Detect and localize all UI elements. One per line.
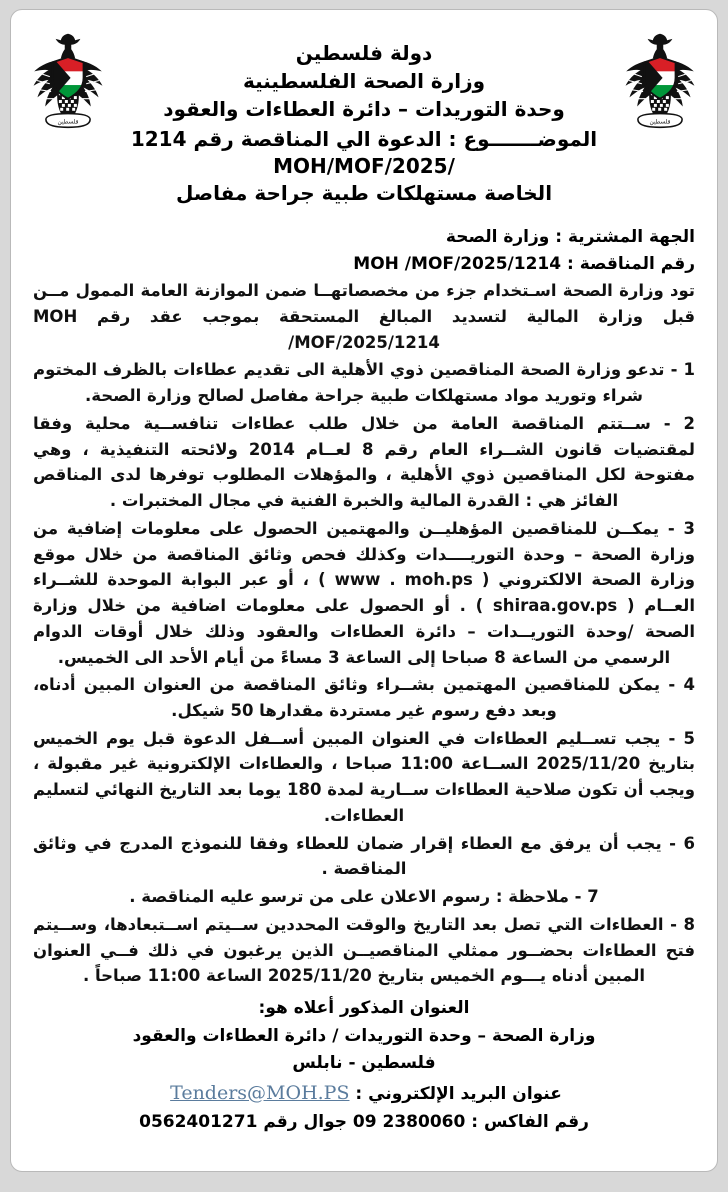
clause-1: 1 - تدعو وزارة الصحة المناقصين ذوي الأهلية الى تقديم عطاءات بالظرف المختوم شراء وتوريد مواد مستهلكات طبية جراحة مفاصل لصالح وزارة الصحة.: [33, 360, 695, 406]
ministry-titles: [25, 26, 703, 122]
address-heading: العنوان المذكور أعلاه هو:: [258, 998, 470, 1019]
clause-3: 3 - يمكــن للمناقصين المؤهليــن والمهتمين الحصول على معلومات إضافية من وزارة الصحة – وحدة التوريــــدات وكذلك فحص وثائق المناقصة من خلال موقع وزارة الصحة الالكتروني ( www . moh.ps ) ، أو عبر البوابة الموحدة للشــراء العــام ( shiraa.gov.ps ) . أو الحصول على معلومات اضافية من خلال وزارة الصحة /وحدة التوريــدات – دائرة العطاءات والعقود وذلك خلال أوقات الدوام الرسمي من الساعة 8 صباحا إلى الساعة 3 مساءً من أيام الأحد الى الخميس.: [33, 518, 696, 667]
clause-7: 7 - ملاحظة : رسوم الاعلان على من ترسو عليه المناقصة .: [129, 887, 599, 907]
clause-2: 2 - ســتتم المناقصة العامة من خلال طلب عطاءات تنافســية محلية وفقا لمقتضيات قانون الشــراء العام رقم 8 لعــام 2014 ولائحته التنفيذية ، وهي مفتوحة لكل المناقصين ذوي الأهلية ، والمؤهلات المطلوب توفرها لدى المناقص الفائز هي : القدرة المالية والخبرة الفنية في مجال المختبرات .: [33, 413, 695, 511]
subject-block: [25, 124, 703, 208]
intro-paragraph: تود وزارة الصحة اسـتخدام جزء من مخصصاتهــا ضمن الموازنة العامة الممول مــن قبل وزارة المالية لتسديد المبالغ المستحقة بموجب عقد رقم MOH /MOF/2025/1214: [33, 281, 695, 352]
state-name: دولة فلسطين: [295, 41, 433, 65]
svg-text:فلسطين: فلسطين: [649, 119, 671, 126]
email-link[interactable]: Tenders@MOH.PS: [170, 1081, 350, 1104]
buyer-line: الجهة المشترية : وزارة الصحة: [445, 226, 695, 247]
document-body: [11, 210, 717, 990]
document-header: [11, 10, 717, 210]
palestine-coat-of-arms-icon-right: [621, 26, 699, 148]
clause-5: 5 - يجب تســليم العطاءات في العنوان المبين أســفل الدعوة قبل يوم الخميس بتاريخ 2025/11/20 الســاعة 11:00 صباحا ، والعطاءات الإلكترونية غير مقبولة ، ويجب أن تكون صلاحية العطاءات ســارية لمدة 180 يوما بعد التاريخ النهائي لتسليم العطاءات.: [33, 728, 695, 825]
department-name: وحدة التوريدات – دائرة العطاءات والعقود: [163, 97, 565, 121]
tender-number-line: رقم المناقصة : MOH /MOF/2025/1214: [353, 253, 695, 274]
svg-text:فلسطين: فلسطين: [57, 119, 79, 126]
subject-line-1: الموضـــــــوع : الدعوة الي المناقصة رقم 1214 /MOH/MOF/2025: [130, 127, 598, 179]
palestine-coat-of-arms-icon-left: [29, 26, 107, 148]
ministry-name: وزارة الصحة الفلسطينية: [242, 69, 486, 93]
fax-and-mobile-line: رقم الفاكس : 2380060 09 جوال رقم 0562401271: [139, 1112, 589, 1133]
clause-8: 8 - العطاءات التي تصل بعد التاريخ والوقت المحددين ســيتم اســتبعادها، وســيتم فتح العطاءات بحضــور ممثلي المناقصيــن الذين يرغبون في ذلك فــي العنوان المبين أدناه يـــوم الخميس بتاريخ 2025/11/20 الساعة 11:00 صباحاً .: [33, 914, 695, 986]
clause-6: 6 - يجب أن يرفق مع العطاء إقرار ضمان للعطاء وفقا للنموذج المدرج في وثائق المناقصة .: [33, 833, 695, 879]
subject-line-2: الخاصة مستهلكات طبية جراحة مفاصل: [175, 181, 553, 206]
clause-4: 4 - يمكن للمناقصين المهتمين بشــراء وثائق المناقصة من العنوان المبين أدناه، وبعد دفع رسوم غير مستردة مقدارها 50 شيكل.: [33, 675, 695, 720]
email-label: عنوان البريد الإلكتروني :: [355, 1083, 562, 1104]
address-organization: وزارة الصحة – وحدة التوريدات / دائرة العطاءات والعقود: [132, 1025, 596, 1046]
email-row: [33, 1078, 695, 1110]
tender-announcement-page: [10, 9, 718, 1172]
contact-block: [11, 991, 717, 1136]
address-location: فلسطين - نابلس: [292, 1053, 436, 1074]
